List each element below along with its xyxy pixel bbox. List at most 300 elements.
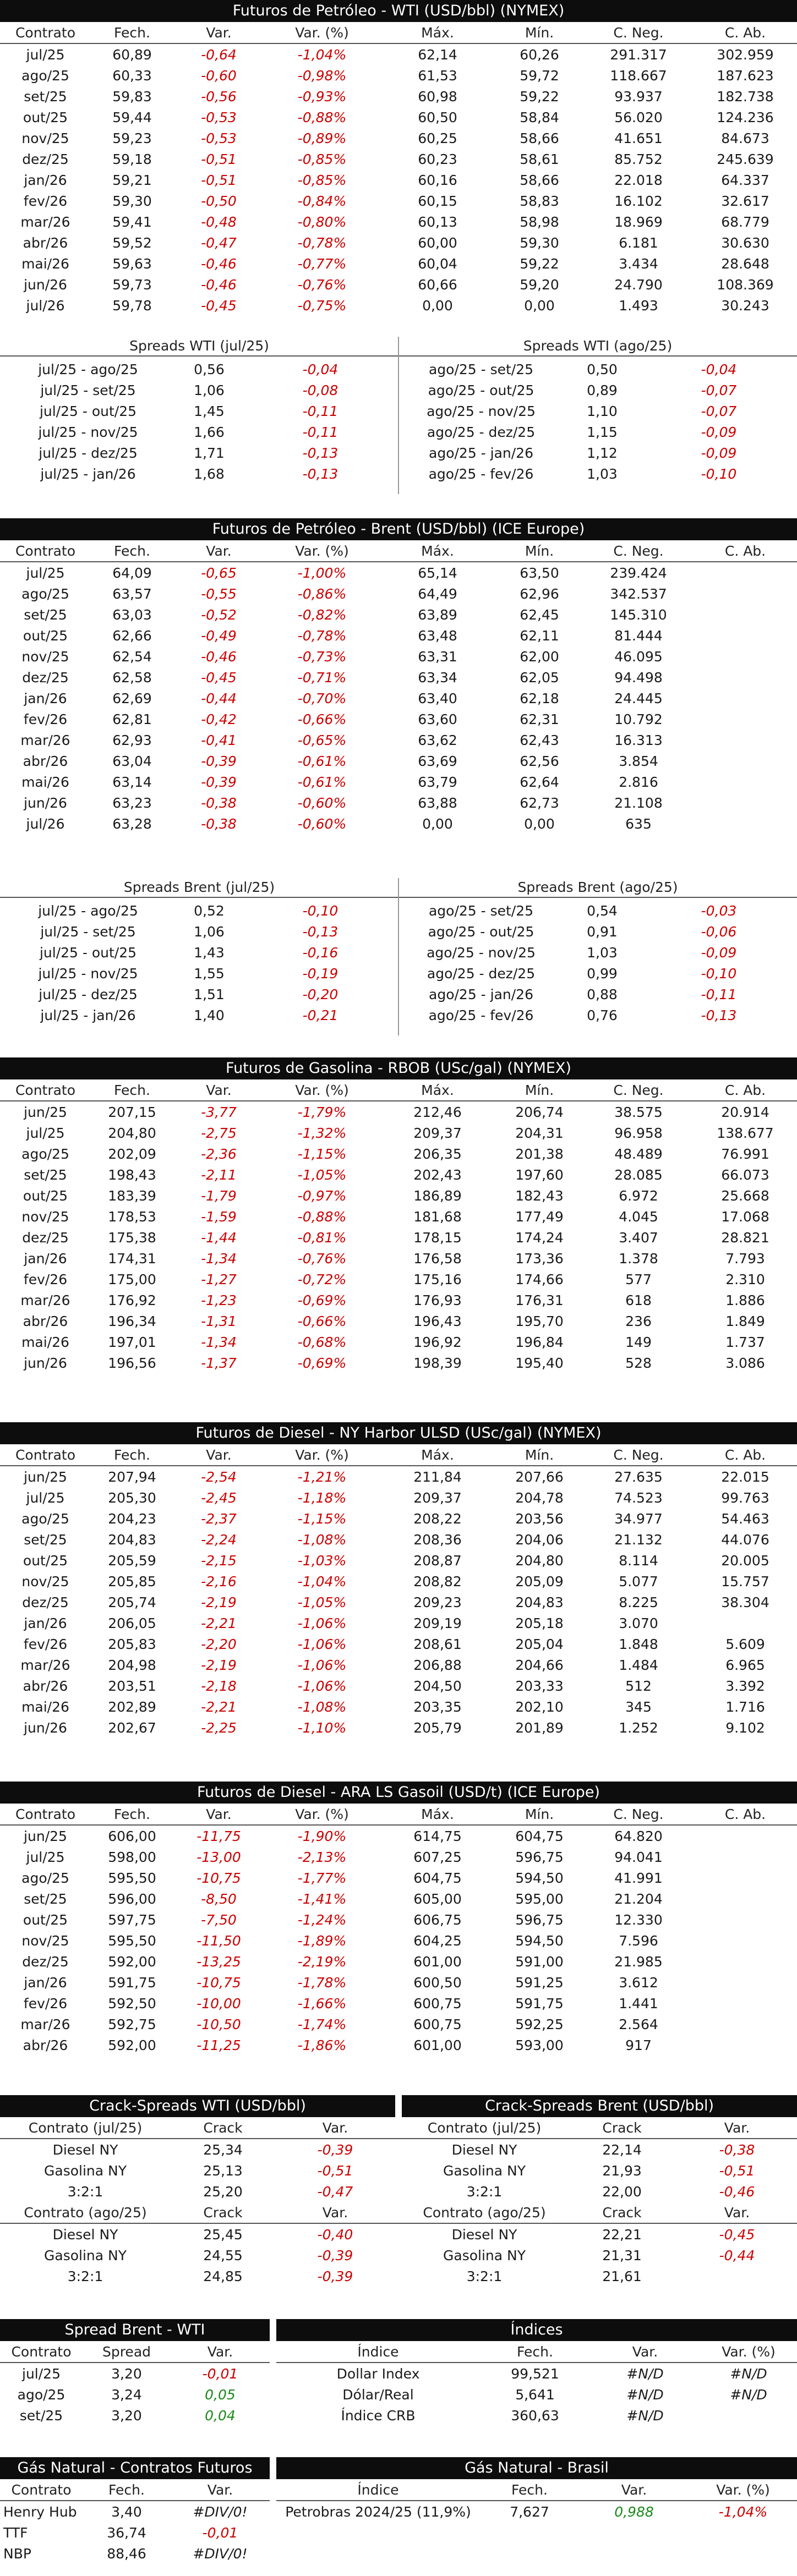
column-header: Var. — [206, 1806, 232, 1822]
close-cell: 207,15 — [108, 1104, 156, 1120]
spread-change-left: -0,13 — [302, 465, 339, 482]
spread-change-left: -0,16 — [302, 944, 339, 961]
contract-cell: out/25 — [23, 1187, 68, 1204]
change-pct-cell: -0,76% — [297, 276, 347, 293]
table-row — [0, 2035, 797, 2056]
spread-pair-right: ago/25 - jan/26 — [429, 986, 533, 1002]
volume-cell: 81.444 — [614, 627, 663, 644]
open-interest-cell — [694, 562, 797, 583]
table-row — [276, 2384, 797, 2405]
column-header: Var. — [621, 2481, 647, 2498]
volume-cell: 85.752 — [614, 151, 663, 167]
volume-cell: 12.330 — [614, 1911, 663, 1928]
change-pct-cell: -0,78% — [297, 234, 347, 251]
close-cell: 204,80 — [108, 1125, 156, 1141]
high-cell: 63,40 — [418, 690, 457, 706]
volume-cell: 18.969 — [614, 213, 663, 230]
table-row — [0, 1164, 797, 1185]
change-cell: -0,38 — [201, 815, 237, 832]
table-row — [0, 562, 797, 583]
change-pct-cell: -1,00% — [297, 564, 347, 581]
change-pct-cell: -0,85% — [297, 172, 347, 188]
change-cell: -2,21 — [201, 1615, 237, 1631]
change-cell: -7,50 — [201, 1911, 237, 1928]
low-cell: 203,56 — [515, 1510, 564, 1527]
change-cell: -0,55 — [201, 585, 237, 602]
change-pct-cell: -0,81% — [297, 1229, 347, 1246]
column-header: Var. — [206, 24, 232, 41]
close-cell: 592,00 — [108, 1953, 156, 1970]
low-cell: 204,31 — [515, 1125, 564, 1141]
volume-cell: 10.792 — [614, 711, 663, 727]
change-cell: -8,50 — [201, 1890, 237, 1907]
column-header: Var. (%) — [295, 24, 349, 41]
volume-cell: 2.564 — [619, 2016, 658, 2032]
change-cell: -10,00 — [196, 1995, 241, 2012]
contract-cell: jul/25 — [26, 1125, 65, 1141]
spread-value-left: 1,55 — [194, 965, 225, 982]
contract-cell: mai/26 — [21, 1698, 69, 1715]
volume-cell: 7.596 — [619, 1932, 658, 1949]
open-interest-cell: 38.304 — [721, 1594, 769, 1610]
table-row — [0, 792, 797, 813]
crack-brent-header: Crack-Spreads Brent (USD/bbl) — [402, 2095, 797, 2117]
column-header-row — [0, 2341, 270, 2363]
column-header: Fech. — [114, 24, 150, 41]
crack-product: 3:2:1 — [67, 2268, 103, 2284]
change-cell: -13,25 — [196, 1953, 241, 1970]
open-interest-cell: 124.236 — [717, 109, 774, 125]
change-pct-cell: -1,06% — [297, 1636, 347, 1652]
spacer — [395, 2223, 402, 2245]
change-cell: -0,45 — [201, 297, 237, 314]
column-header: Var. (%) — [716, 2481, 770, 2498]
table-row — [0, 274, 797, 295]
open-interest-cell — [694, 709, 797, 730]
open-interest-cell — [694, 625, 797, 646]
column-header: Var. — [207, 2481, 233, 2498]
change-cell: -1,34 — [201, 1334, 237, 1350]
change-cell: -0,01 — [202, 2365, 238, 2382]
volume-cell: 8.225 — [619, 1594, 658, 1610]
spread-pair-left: jul/25 - out/25 — [39, 403, 137, 419]
change-pct-cell: -0,66% — [297, 711, 347, 727]
change-pct-cell: -1,41% — [297, 1890, 347, 1907]
change-cell: -3,77 — [201, 1104, 237, 1120]
close-cell: 59,78 — [112, 297, 152, 314]
index-name-cell: Petrobras 2024/25 (11,9%) — [285, 2503, 471, 2520]
high-cell: 64,49 — [418, 585, 457, 602]
change-cell: -0,53 — [201, 130, 237, 146]
change-pct-cell: #N/D — [730, 2365, 767, 2382]
volume-cell: 239.424 — [610, 564, 667, 581]
spread-change-left: -0,19 — [302, 965, 339, 982]
close-cell: 206,05 — [108, 1615, 156, 1631]
open-interest-cell: 3.392 — [725, 1678, 765, 1694]
volume-cell: 1.378 — [619, 1250, 658, 1267]
change-cell: -2,16 — [201, 1573, 237, 1590]
table-row — [0, 2501, 270, 2522]
table-row — [0, 1311, 797, 1331]
low-cell: 58,98 — [520, 213, 559, 230]
crack-value: 22,14 — [602, 2141, 642, 2158]
close-cell: 205,59 — [108, 1552, 156, 1569]
spread-pair-left: jul/25 - set/25 — [40, 923, 136, 940]
close-cell: 592,00 — [108, 2037, 156, 2053]
spread-value-left: 0,52 — [194, 902, 225, 919]
high-cell: 209,37 — [413, 1489, 462, 1506]
high-cell: 0,00 — [422, 815, 453, 832]
ulsd-header: Futuros de Diesel - NY Harbor ULSD (USc/gal) (NYMEX) — [0, 1422, 797, 1444]
spread-pair-right: ago/25 - set/25 — [428, 902, 534, 919]
spread-value-right: 1,12 — [587, 445, 618, 461]
table-row — [0, 1143, 797, 1164]
change-cell: -2,45 — [201, 1489, 237, 1506]
table-row — [0, 750, 797, 771]
table-row — [0, 1993, 797, 2014]
change-cell: -10,75 — [196, 1974, 241, 1991]
close-cell: 175,00 — [108, 1271, 156, 1287]
high-cell: 63,31 — [418, 648, 457, 665]
spread-pair-right: ago/25 - fev/26 — [428, 1007, 534, 1023]
spread-value-right: 0,54 — [587, 902, 618, 919]
close-cell: 175,38 — [108, 1229, 156, 1246]
table-row — [0, 771, 797, 792]
high-cell: 186,89 — [413, 1187, 462, 1204]
change-cell: #DIV/0! — [193, 2545, 248, 2562]
gas-futures-header: Gás Natural - Contratos Futuros — [0, 2457, 270, 2479]
high-cell: 606,75 — [413, 1911, 462, 1928]
crack-contract-label: Contrato (ago/25) — [423, 2204, 546, 2221]
change-pct-cell: -0,61% — [297, 774, 347, 790]
column-header: Índice — [357, 2481, 399, 2498]
table-row — [0, 107, 797, 128]
low-cell: 59,22 — [520, 88, 559, 105]
high-cell: 60,25 — [418, 130, 457, 146]
change-cell: -11,75 — [196, 1828, 241, 1844]
column-header: Contrato — [11, 2481, 72, 2498]
volume-cell: 93.937 — [614, 88, 663, 105]
contract-cell: jul/26 — [26, 297, 65, 314]
change-pct-cell: -0,69% — [297, 1292, 347, 1308]
low-cell: 205,09 — [515, 1573, 564, 1590]
low-cell: 58,83 — [520, 193, 559, 209]
table-row — [0, 1101, 797, 1122]
contract-cell: out/25 — [23, 109, 68, 125]
change-cell: -2,19 — [201, 1594, 237, 1610]
contract-cell: nov/25 — [21, 1208, 69, 1225]
spread-value-right: 1,15 — [587, 424, 618, 440]
volume-cell: 1.848 — [619, 1636, 658, 1652]
spread-value-right: 0,89 — [587, 382, 618, 398]
crack-change: -0,39 — [317, 2141, 353, 2158]
open-interest-cell — [694, 583, 797, 604]
close-cell: 59,83 — [112, 88, 152, 105]
spread-row — [0, 380, 797, 401]
open-interest-cell: 44.076 — [721, 1531, 769, 1548]
high-cell: 178,15 — [413, 1229, 462, 1246]
column-header: C. Neg. — [613, 1446, 664, 1463]
change-pct-cell: -0,65% — [297, 732, 347, 748]
close-cell: 197,01 — [108, 1334, 156, 1350]
close-cell: 596,00 — [108, 1890, 156, 1907]
volume-cell: 56.020 — [614, 109, 663, 125]
change-pct-cell: -1,06% — [297, 1657, 347, 1673]
change-cell: -11,25 — [196, 2037, 241, 2053]
contract-cell: jun/26 — [24, 1719, 67, 1736]
open-interest-cell: 99.763 — [721, 1489, 769, 1506]
change-pct-cell: -0,69% — [297, 1355, 347, 1371]
close-cell: 62,69 — [112, 690, 152, 706]
high-cell: 601,00 — [413, 1953, 462, 1970]
contract-cell: mai/26 — [21, 255, 69, 272]
spread-value-right: 1,03 — [587, 465, 618, 482]
open-interest-cell — [694, 1930, 797, 1951]
contract-cell: dez/25 — [22, 1953, 69, 1970]
column-header: Var. (%) — [295, 1082, 349, 1098]
volume-cell: 6.972 — [619, 1187, 658, 1204]
table-row — [0, 1888, 797, 1909]
open-interest-cell: 1.849 — [725, 1313, 765, 1329]
table-row — [0, 1185, 797, 1206]
change-pct-cell: -0,70% — [297, 690, 347, 706]
high-cell: 60,23 — [418, 151, 457, 167]
low-cell: 201,38 — [515, 1146, 564, 1162]
contract-cell: jan/26 — [24, 690, 67, 706]
close-cell: 59,73 — [112, 276, 152, 293]
close-cell: 592,50 — [108, 1995, 156, 2012]
change-pct-cell: -0,85% — [297, 151, 347, 167]
change-pct-cell: -2,19% — [297, 1953, 347, 1970]
table-row — [0, 1951, 797, 1972]
low-cell: 59,22 — [520, 255, 559, 272]
close-cell: 205,85 — [108, 1573, 156, 1590]
spread-change-left: -0,20 — [302, 986, 339, 1002]
change-pct-cell: -1,04% — [297, 1573, 347, 1590]
spacer — [395, 2245, 402, 2266]
open-interest-cell — [694, 792, 797, 813]
column-header: C. Ab. — [724, 1446, 766, 1463]
low-cell: 594,50 — [515, 1932, 564, 1949]
open-interest-cell: 2.310 — [725, 1271, 765, 1287]
table-row — [0, 211, 797, 232]
high-cell: 63,62 — [418, 732, 457, 748]
table-row — [0, 65, 797, 86]
low-cell: 594,50 — [515, 1870, 564, 1886]
volume-cell: 24.445 — [614, 690, 663, 706]
change-cell: -0,48 — [201, 213, 237, 230]
change-pct-cell: -1,24% — [297, 1911, 347, 1928]
low-cell: 58,66 — [520, 130, 559, 146]
column-header: Mín. — [525, 1446, 554, 1463]
high-cell: 203,35 — [413, 1698, 462, 1715]
table-row — [0, 1352, 797, 1373]
volume-cell: 21.108 — [614, 794, 663, 811]
open-interest-cell: 15.757 — [721, 1573, 769, 1590]
change-pct-cell: -0,98% — [297, 67, 347, 84]
low-cell: 182,43 — [515, 1187, 564, 1204]
volume-cell: 149 — [625, 1334, 652, 1350]
open-interest-cell — [694, 1888, 797, 1909]
close-cell: 36,74 — [107, 2524, 146, 2541]
column-header: Mín. — [525, 1082, 554, 1098]
low-cell: 196,84 — [515, 1334, 564, 1350]
high-cell: 63,88 — [418, 794, 457, 811]
low-cell: 59,30 — [520, 234, 559, 251]
column-header: Mín. — [525, 1806, 554, 1822]
high-cell: 196,43 — [413, 1313, 462, 1329]
rbob-section — [0, 1057, 797, 1373]
close-cell: 59,63 — [112, 255, 152, 272]
crack-row — [0, 2245, 797, 2266]
change-pct-cell: -1,90% — [297, 1828, 347, 1844]
contract-cell: NBP — [3, 2545, 31, 2562]
open-interest-cell: 20.005 — [721, 1552, 769, 1569]
spread-row — [0, 463, 797, 484]
volume-cell: 342.537 — [610, 585, 667, 602]
change-pct-cell: -0,61% — [297, 753, 347, 769]
high-cell: 208,87 — [413, 1552, 462, 1569]
crack-change: -0,40 — [317, 2226, 353, 2243]
table-row — [276, 2405, 797, 2426]
high-cell: 181,68 — [413, 1208, 462, 1225]
change-cell: -2,37 — [201, 1510, 237, 1527]
change-cell: -1,79 — [201, 1187, 237, 1204]
low-cell: 197,60 — [515, 1166, 564, 1183]
low-cell: 195,40 — [515, 1355, 564, 1371]
close-cell: 63,23 — [112, 794, 152, 811]
low-cell: 58,61 — [520, 151, 559, 167]
change-cell: -1,23 — [201, 1292, 237, 1308]
volume-cell: 5.077 — [619, 1573, 658, 1590]
low-cell: 58,66 — [520, 172, 559, 188]
crack-var-header: Var. — [322, 2119, 348, 2136]
low-cell: 60,26 — [520, 46, 559, 63]
spread-pair-right: ago/25 - jan/26 — [429, 445, 533, 461]
crack-value: 24,55 — [203, 2247, 243, 2263]
open-interest-cell: 5.609 — [725, 1636, 765, 1652]
contract-cell: jul/25 — [26, 1489, 65, 1506]
change-cell: -0,52 — [201, 606, 237, 623]
change-pct-cell: -0,68% — [297, 1334, 347, 1350]
volume-cell: 1.441 — [619, 1995, 658, 2012]
contract-cell: jul/25 — [26, 46, 65, 63]
table-row — [0, 688, 797, 709]
table-row — [0, 1466, 797, 1487]
column-header: Fech. — [108, 2481, 145, 2498]
table-row — [0, 190, 797, 211]
close-cell: 62,66 — [112, 627, 152, 644]
close-cell: 591,75 — [108, 1974, 156, 1991]
contract-cell: Henry Hub — [3, 2503, 77, 2520]
crack-row — [0, 2139, 797, 2160]
close-cell: 63,04 — [112, 753, 152, 769]
change-cell: 0,05 — [205, 2386, 236, 2403]
table-row — [0, 625, 797, 646]
high-cell: 60,66 — [418, 276, 457, 293]
crack-product: Diesel NY — [52, 2226, 118, 2243]
high-cell: 202,43 — [413, 1166, 462, 1183]
open-interest-cell — [694, 604, 797, 625]
change-cell: -1,34 — [201, 1250, 237, 1267]
high-cell: 63,60 — [418, 711, 457, 727]
spread-value-left: 1,71 — [194, 445, 225, 461]
change-cell: -2,15 — [201, 1552, 237, 1569]
close-cell: 3,40 — [111, 2503, 142, 2520]
spread-pair-right: ago/25 - out/25 — [428, 923, 534, 940]
open-interest-cell — [694, 688, 797, 709]
column-header: Fech. — [114, 1446, 150, 1463]
volume-cell: 46.095 — [614, 648, 663, 665]
column-header-row — [276, 2341, 797, 2363]
close-cell: 203,51 — [108, 1678, 156, 1694]
gasoil-table — [0, 1804, 797, 2056]
spread-row — [0, 359, 797, 380]
spread-value-left: 1,68 — [194, 465, 225, 482]
volume-cell: 8.114 — [619, 1552, 658, 1569]
contract-cell: nov/25 — [21, 1573, 69, 1590]
volume-cell: 38.575 — [614, 1104, 663, 1120]
column-header-row — [0, 2479, 270, 2501]
change-cell: -0,41 — [201, 732, 237, 748]
open-interest-cell: 3.086 — [725, 1355, 765, 1371]
change-cell: #N/D — [626, 2407, 664, 2424]
change-pct-cell: -1,05% — [297, 1594, 347, 1610]
low-cell: 62,18 — [520, 690, 559, 706]
change-cell: -0,46 — [201, 255, 237, 272]
change-pct-cell: -1,04% — [297, 46, 347, 63]
spread-pair-left: jul/25 - dez/25 — [39, 445, 138, 461]
spread-row — [0, 1005, 797, 1026]
change-pct-cell: -0,76% — [297, 1250, 347, 1267]
spread-value-right: 0,91 — [587, 923, 618, 940]
high-cell: 60,00 — [418, 234, 457, 251]
high-cell: 212,46 — [413, 1104, 462, 1120]
spread-value-right: 0,99 — [587, 965, 618, 982]
change-pct-cell: -1,77% — [297, 1870, 347, 1886]
crack-contract-label: Contrato (jul/25) — [427, 2119, 542, 2136]
gasoil-header: Futuros de Diesel - ARA LS Gasoil (USD/t) (ICE Europe) — [0, 1782, 797, 1804]
table-row — [0, 646, 797, 667]
table-row — [0, 583, 797, 604]
close-cell: 202,67 — [108, 1719, 156, 1736]
low-cell: 59,72 — [520, 67, 559, 84]
contract-cell: jun/26 — [24, 1355, 67, 1371]
spread-change-left: -0,13 — [302, 445, 339, 461]
spread-row — [0, 401, 797, 421]
table-row — [0, 604, 797, 625]
brent-section — [0, 518, 797, 834]
volume-cell: 48.489 — [614, 1146, 663, 1162]
high-cell: 211,84 — [413, 1468, 462, 1485]
crack-value: 24,85 — [203, 2268, 243, 2284]
close-cell: 204,23 — [108, 1510, 156, 1527]
change-cell: -2,21 — [201, 1698, 237, 1715]
close-cell: 99,521 — [511, 2365, 559, 2382]
change-cell: -1,44 — [201, 1229, 237, 1246]
spread-pair-left: jul/25 - set/25 — [40, 382, 136, 398]
contract-cell: abr/26 — [23, 1678, 68, 1694]
change-cell: -0,64 — [201, 46, 237, 63]
contract-cell: set/25 — [19, 2407, 63, 2424]
contract-cell: dez/25 — [22, 1229, 69, 1246]
high-cell: 60,98 — [418, 88, 457, 105]
open-interest-cell — [694, 1909, 797, 1930]
contract-cell: set/25 — [24, 606, 67, 623]
contract-cell: dez/25 — [22, 151, 69, 167]
crack-group-header — [0, 2117, 797, 2139]
crack-product: Diesel NY — [451, 2141, 517, 2158]
